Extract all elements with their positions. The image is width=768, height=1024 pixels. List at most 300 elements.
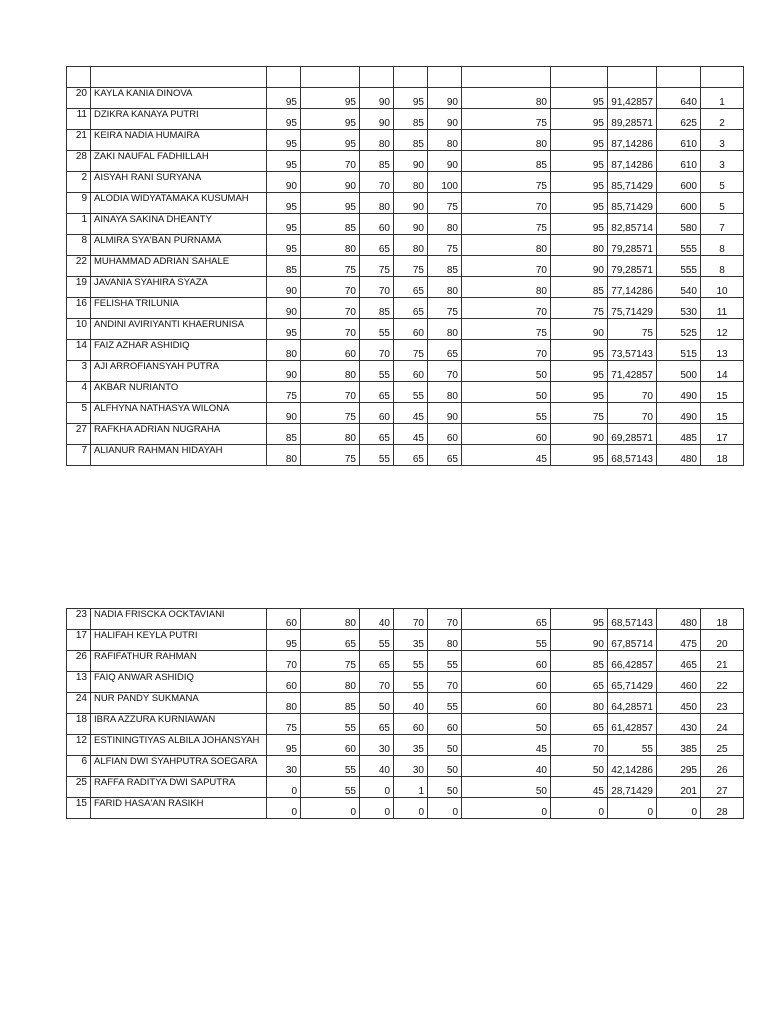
table-row — [67, 214, 744, 235]
student-number: 6 — [67, 756, 91, 777]
score-cell: 80 — [428, 630, 462, 651]
score-cell: 70 — [462, 193, 551, 214]
score-cell: 95 — [267, 130, 301, 151]
score-cell: 95 — [267, 88, 301, 109]
total-cell: 385 — [657, 735, 701, 756]
score-cell: 50 — [462, 382, 551, 403]
average-cell: 0 — [608, 798, 657, 819]
student-number: 19 — [67, 277, 91, 298]
score-cell: 95 — [551, 151, 608, 172]
score-cell: 70 — [462, 340, 551, 361]
score-cell: 75 — [267, 382, 301, 403]
score-cell: 55 — [428, 693, 462, 714]
score-cell: 55 — [301, 756, 360, 777]
score-cell: 65 — [394, 277, 428, 298]
student-number: 7 — [67, 445, 91, 466]
student-name: ALFHYNA NATHASYA WILONA — [91, 403, 267, 424]
score-cell: 70 — [394, 609, 428, 630]
rank-cell: 24 — [701, 714, 744, 735]
score-cell: 90 — [301, 172, 360, 193]
score-cell: 55 — [301, 714, 360, 735]
score-cell: 85 — [551, 651, 608, 672]
student-number: 18 — [67, 714, 91, 735]
score-cell: 90 — [428, 151, 462, 172]
score-cell: 95 — [267, 319, 301, 340]
score-cell: 85 — [360, 298, 394, 319]
score-cell: 30 — [267, 756, 301, 777]
score-cell: 100 — [428, 172, 462, 193]
average-cell: 75 — [608, 319, 657, 340]
score-cell: 80 — [301, 361, 360, 382]
score-cell: 60 — [394, 319, 428, 340]
score-cell: 80 — [428, 319, 462, 340]
rank-cell: 5 — [701, 193, 744, 214]
score-cell: 75 — [462, 109, 551, 130]
average-cell: 73,57143 — [608, 340, 657, 361]
student-name: KAYLA KANIA DINOVA — [91, 88, 267, 109]
student-name: ALODIA WIDYATAMAKA KUSUMAH — [91, 193, 267, 214]
total-cell: 480 — [657, 445, 701, 466]
score-cell: 95 — [551, 88, 608, 109]
table-row — [67, 235, 744, 256]
score-cell: 80 — [428, 130, 462, 151]
score-cell: 60 — [462, 424, 551, 445]
score-cell: 50 — [360, 693, 394, 714]
score-cell: 85 — [360, 151, 394, 172]
student-number: 4 — [67, 382, 91, 403]
score-cell: 35 — [394, 735, 428, 756]
student-name: MUHAMMAD ADRIAN SAHALE — [91, 256, 267, 277]
student-name: AISYAH RANI SURYANA — [91, 172, 267, 193]
score-cell: 80 — [462, 130, 551, 151]
table-row — [67, 88, 744, 109]
table-row — [67, 277, 744, 298]
header-cell — [657, 67, 701, 88]
table-row — [67, 651, 744, 672]
score-cell: 95 — [267, 151, 301, 172]
average-cell: 28,71429 — [608, 777, 657, 798]
score-cell: 95 — [301, 130, 360, 151]
total-cell: 580 — [657, 214, 701, 235]
rank-cell: 8 — [701, 235, 744, 256]
score-cell: 40 — [462, 756, 551, 777]
score-cell: 70 — [301, 298, 360, 319]
average-cell: 68,57143 — [608, 445, 657, 466]
rank-cell: 13 — [701, 340, 744, 361]
score-cell: 55 — [428, 651, 462, 672]
total-cell: 600 — [657, 193, 701, 214]
score-cell: 80 — [551, 693, 608, 714]
score-cell: 75 — [428, 193, 462, 214]
student-number: 26 — [67, 651, 91, 672]
score-cell: 70 — [428, 672, 462, 693]
score-cell: 75 — [462, 172, 551, 193]
rank-cell: 23 — [701, 693, 744, 714]
score-cell: 1 — [394, 777, 428, 798]
table-row — [67, 319, 744, 340]
student-name: HALIFAH KEYLA PUTRI — [91, 630, 267, 651]
table-row — [67, 193, 744, 214]
score-cell: 85 — [551, 277, 608, 298]
score-cell: 65 — [394, 298, 428, 319]
student-number: 28 — [67, 151, 91, 172]
score-cell: 65 — [360, 382, 394, 403]
score-cell: 95 — [267, 109, 301, 130]
score-cell: 95 — [551, 361, 608, 382]
score-cell: 70 — [428, 361, 462, 382]
score-cell: 75 — [394, 340, 428, 361]
score-cell: 65 — [360, 424, 394, 445]
score-cell: 0 — [267, 777, 301, 798]
score-cell: 60 — [360, 214, 394, 235]
rank-cell: 20 — [701, 630, 744, 651]
score-cell: 90 — [428, 88, 462, 109]
score-cell: 75 — [360, 256, 394, 277]
score-cell: 50 — [462, 714, 551, 735]
score-cell: 85 — [394, 130, 428, 151]
student-number: 5 — [67, 403, 91, 424]
rank-cell: 8 — [701, 256, 744, 277]
student-number: 20 — [67, 88, 91, 109]
score-cell: 60 — [428, 714, 462, 735]
score-cell: 95 — [301, 88, 360, 109]
student-number: 9 — [67, 193, 91, 214]
score-cell: 65 — [428, 445, 462, 466]
total-cell: 640 — [657, 88, 701, 109]
score-cell: 65 — [301, 630, 360, 651]
header-cell — [91, 67, 267, 88]
score-cell: 35 — [394, 630, 428, 651]
total-cell: 600 — [657, 172, 701, 193]
student-name: RAFKHA ADRIAN NUGRAHA — [91, 424, 267, 445]
student-number: 8 — [67, 235, 91, 256]
score-cell: 45 — [462, 445, 551, 466]
table-row — [67, 382, 744, 403]
score-cell: 40 — [360, 609, 394, 630]
score-cell: 80 — [394, 235, 428, 256]
score-cell: 95 — [551, 340, 608, 361]
score-cell: 75 — [301, 651, 360, 672]
average-cell: 87,14286 — [608, 130, 657, 151]
score-cell: 90 — [267, 298, 301, 319]
score-cell: 80 — [267, 693, 301, 714]
score-cell: 0 — [428, 798, 462, 819]
score-cell: 60 — [462, 693, 551, 714]
student-name: JAVANIA SYAHIRA SYAZA — [91, 277, 267, 298]
score-cell: 80 — [462, 277, 551, 298]
rank-cell: 2 — [701, 109, 744, 130]
header-cell — [360, 67, 394, 88]
total-cell: 610 — [657, 130, 701, 151]
score-cell: 55 — [394, 382, 428, 403]
table-row — [67, 798, 744, 819]
average-cell: 66,42857 — [608, 651, 657, 672]
score-cell: 45 — [551, 777, 608, 798]
table-row — [67, 172, 744, 193]
score-cell: 75 — [551, 403, 608, 424]
student-number: 25 — [67, 777, 91, 798]
score-cell: 95 — [551, 382, 608, 403]
student-name: FAIZ AZHAR ASHIDIQ — [91, 340, 267, 361]
student-number: 1 — [67, 214, 91, 235]
rank-cell: 18 — [701, 609, 744, 630]
score-cell: 55 — [360, 630, 394, 651]
total-cell: 295 — [657, 756, 701, 777]
score-cell: 60 — [301, 735, 360, 756]
rank-cell: 3 — [701, 151, 744, 172]
score-cell: 95 — [267, 630, 301, 651]
score-cell: 30 — [360, 735, 394, 756]
table-row — [67, 109, 744, 130]
total-cell: 201 — [657, 777, 701, 798]
rank-cell: 22 — [701, 672, 744, 693]
score-cell: 0 — [394, 798, 428, 819]
score-cell: 85 — [301, 693, 360, 714]
student-name: ANDINI AVIRIYANTI KHAERUNISA — [91, 319, 267, 340]
student-number: 23 — [67, 609, 91, 630]
average-cell: 65,71429 — [608, 672, 657, 693]
score-cell: 90 — [428, 403, 462, 424]
student-number: 21 — [67, 130, 91, 151]
total-cell: 475 — [657, 630, 701, 651]
score-cell: 70 — [360, 172, 394, 193]
table-row — [67, 445, 744, 466]
score-cell: 50 — [462, 361, 551, 382]
student-number: 14 — [67, 340, 91, 361]
header-cell — [394, 67, 428, 88]
score-cell: 95 — [551, 130, 608, 151]
total-cell: 555 — [657, 235, 701, 256]
average-cell: 70 — [608, 382, 657, 403]
score-cell: 90 — [360, 109, 394, 130]
score-cell: 70 — [462, 256, 551, 277]
header-cell — [301, 67, 360, 88]
score-cell: 85 — [462, 151, 551, 172]
average-cell: 79,28571 — [608, 235, 657, 256]
score-cell: 55 — [360, 361, 394, 382]
score-cell: 80 — [267, 445, 301, 466]
average-cell: 89,28571 — [608, 109, 657, 130]
score-cell: 90 — [551, 319, 608, 340]
rank-cell: 15 — [701, 382, 744, 403]
score-cell: 90 — [428, 109, 462, 130]
average-cell: 91,42857 — [608, 88, 657, 109]
score-cell: 75 — [301, 445, 360, 466]
rank-cell: 27 — [701, 777, 744, 798]
table-row — [67, 424, 744, 445]
student-number: 24 — [67, 693, 91, 714]
score-cell: 70 — [301, 151, 360, 172]
score-cell: 60 — [267, 672, 301, 693]
score-cell: 55 — [462, 403, 551, 424]
score-cell: 60 — [462, 672, 551, 693]
average-cell: 55 — [608, 735, 657, 756]
score-cell: 75 — [301, 256, 360, 277]
score-cell: 85 — [267, 424, 301, 445]
score-cell: 75 — [394, 256, 428, 277]
average-cell: 85,71429 — [608, 193, 657, 214]
score-cell: 80 — [267, 340, 301, 361]
ranking-table-2 — [66, 608, 744, 819]
student-name: RAFFA RADITYA DWI SAPUTRA — [91, 777, 267, 798]
score-cell: 80 — [428, 277, 462, 298]
score-cell: 40 — [394, 693, 428, 714]
student-name: FAIQ ANWAR ASHIDIQ — [91, 672, 267, 693]
student-name: AINAYA SAKINA DHEANTY — [91, 214, 267, 235]
score-cell: 70 — [301, 319, 360, 340]
score-cell: 80 — [301, 424, 360, 445]
rank-cell: 1 — [701, 88, 744, 109]
score-cell: 95 — [394, 88, 428, 109]
table-row — [67, 735, 744, 756]
average-cell: 68,57143 — [608, 609, 657, 630]
score-cell: 65 — [360, 651, 394, 672]
score-cell: 80 — [301, 609, 360, 630]
score-cell: 80 — [394, 172, 428, 193]
score-cell: 80 — [301, 235, 360, 256]
score-cell: 70 — [360, 340, 394, 361]
student-name: KEIRA NADIA HUMAIRA — [91, 130, 267, 151]
score-cell: 75 — [462, 319, 551, 340]
header-cell — [701, 67, 744, 88]
score-cell: 30 — [394, 756, 428, 777]
score-cell: 70 — [360, 277, 394, 298]
score-cell: 75 — [462, 214, 551, 235]
score-cell: 0 — [462, 798, 551, 819]
total-cell: 555 — [657, 256, 701, 277]
score-cell: 90 — [394, 151, 428, 172]
score-cell: 80 — [428, 214, 462, 235]
score-cell: 95 — [551, 109, 608, 130]
total-cell: 450 — [657, 693, 701, 714]
total-cell: 430 — [657, 714, 701, 735]
score-cell: 90 — [551, 424, 608, 445]
score-cell: 45 — [394, 403, 428, 424]
average-cell: 85,71429 — [608, 172, 657, 193]
score-cell: 95 — [267, 214, 301, 235]
student-number: 13 — [67, 672, 91, 693]
score-cell: 50 — [428, 735, 462, 756]
total-cell: 0 — [657, 798, 701, 819]
table-row — [67, 756, 744, 777]
average-cell: 70 — [608, 403, 657, 424]
score-cell: 95 — [301, 193, 360, 214]
score-cell: 70 — [267, 651, 301, 672]
total-cell: 490 — [657, 382, 701, 403]
student-number: 27 — [67, 424, 91, 445]
score-cell: 0 — [267, 798, 301, 819]
total-cell: 490 — [657, 403, 701, 424]
student-name: NADIA FRISCKA OCKTAVIANI — [91, 609, 267, 630]
total-cell: 625 — [657, 109, 701, 130]
student-number: 2 — [67, 172, 91, 193]
score-cell: 60 — [301, 340, 360, 361]
student-name: AKBAR NURIANTO — [91, 382, 267, 403]
score-cell: 65 — [360, 235, 394, 256]
score-cell: 70 — [301, 277, 360, 298]
score-cell: 85 — [301, 214, 360, 235]
student-name: AJI ARROFIANSYAH PUTRA — [91, 361, 267, 382]
rank-cell: 14 — [701, 361, 744, 382]
table-row — [67, 630, 744, 651]
student-name: ZAKI NAUFAL FADHILLAH — [91, 151, 267, 172]
score-cell: 45 — [394, 424, 428, 445]
total-cell: 500 — [657, 361, 701, 382]
total-cell: 515 — [657, 340, 701, 361]
student-number: 15 — [67, 798, 91, 819]
score-cell: 90 — [267, 403, 301, 424]
score-cell: 70 — [551, 735, 608, 756]
average-cell: 42,14286 — [608, 756, 657, 777]
score-cell: 60 — [428, 424, 462, 445]
score-cell: 55 — [360, 319, 394, 340]
score-cell: 50 — [551, 756, 608, 777]
score-cell: 80 — [360, 193, 394, 214]
score-cell: 80 — [301, 672, 360, 693]
student-number: 22 — [67, 256, 91, 277]
score-cell: 65 — [551, 714, 608, 735]
score-cell: 75 — [428, 235, 462, 256]
score-cell: 65 — [394, 445, 428, 466]
score-cell: 60 — [360, 403, 394, 424]
total-cell: 480 — [657, 609, 701, 630]
score-cell: 55 — [462, 630, 551, 651]
score-cell: 55 — [301, 777, 360, 798]
score-cell: 70 — [360, 672, 394, 693]
score-cell: 90 — [360, 88, 394, 109]
header-cell — [551, 67, 608, 88]
average-cell: 87,14286 — [608, 151, 657, 172]
average-cell: 82,85714 — [608, 214, 657, 235]
rank-cell: 5 — [701, 172, 744, 193]
rank-cell: 28 — [701, 798, 744, 819]
score-cell: 40 — [360, 756, 394, 777]
score-cell: 55 — [360, 445, 394, 466]
score-cell: 85 — [428, 256, 462, 277]
header-row — [67, 67, 744, 88]
score-cell: 70 — [462, 298, 551, 319]
average-cell: 69,28571 — [608, 424, 657, 445]
rank-cell: 21 — [701, 651, 744, 672]
student-number: 11 — [67, 109, 91, 130]
score-cell: 0 — [360, 798, 394, 819]
average-cell: 77,14286 — [608, 277, 657, 298]
score-cell: 85 — [267, 256, 301, 277]
header-cell — [67, 67, 91, 88]
total-cell: 525 — [657, 319, 701, 340]
student-name: RAFIFATHUR RAHMAN — [91, 651, 267, 672]
total-cell: 540 — [657, 277, 701, 298]
rank-cell: 3 — [701, 130, 744, 151]
header-cell — [462, 67, 551, 88]
student-name: NUR PANDY SUKMANA — [91, 693, 267, 714]
student-number: 17 — [67, 630, 91, 651]
student-number: 12 — [67, 735, 91, 756]
score-cell: 65 — [462, 609, 551, 630]
score-cell: 95 — [267, 193, 301, 214]
score-cell: 75 — [551, 298, 608, 319]
score-cell: 60 — [394, 714, 428, 735]
student-name: ALIANUR RAHMAN HIDAYAH — [91, 445, 267, 466]
score-cell: 95 — [267, 235, 301, 256]
average-cell: 67,85714 — [608, 630, 657, 651]
table-row — [67, 777, 744, 798]
rank-cell: 11 — [701, 298, 744, 319]
score-cell: 90 — [551, 256, 608, 277]
student-number: 16 — [67, 298, 91, 319]
score-cell: 95 — [551, 445, 608, 466]
score-cell: 55 — [394, 651, 428, 672]
